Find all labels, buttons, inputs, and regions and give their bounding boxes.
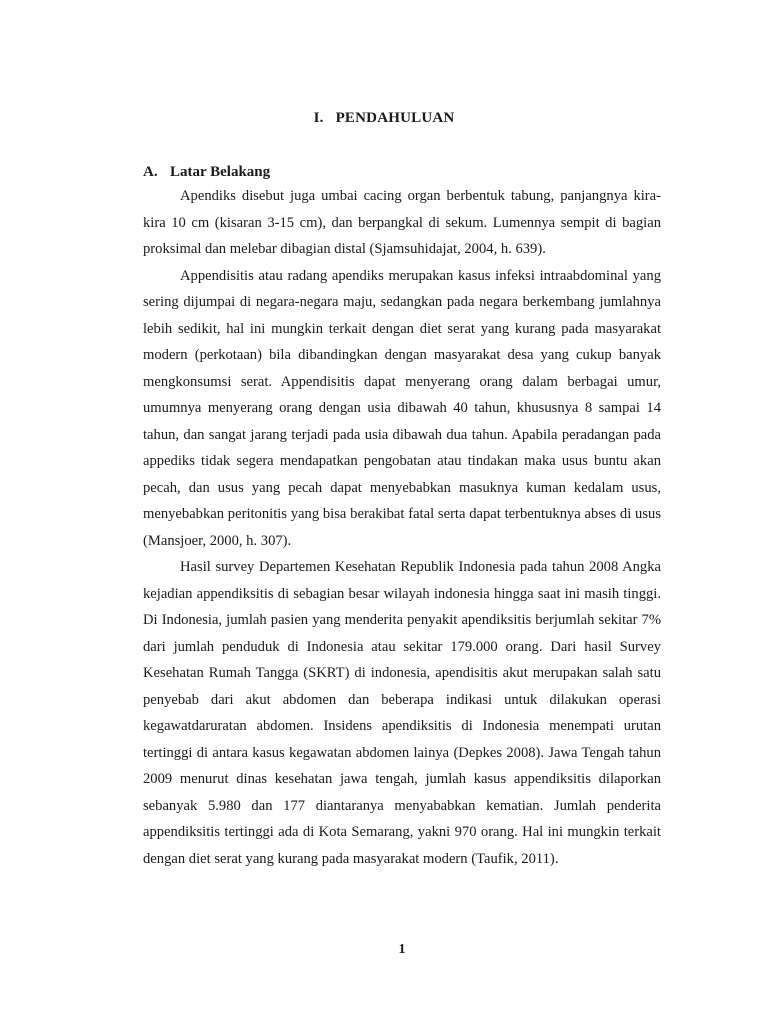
paragraph-apendiks-definition: Apendiks disebut juga umbai cacing organ berbentuk tabung, panjangnya kira-kira 10 cm (kisaran 3-15 cm), dan berpangkal di sekum. Lumennya sempit di bagian proksimal dan melebar dibagian distal (Sjamsuhidajat, 2004, h. 639). [143, 188, 661, 257]
chapter-number: I. [313, 110, 324, 126]
paragraph-survey-results: Hasil survey Departemen Kesehatan Republik Indonesia pada tahun 2008 Angka kejadian appendiksitis di sebagian besar wilayah indonesia hingga saat ini masih tinggi. Di Indonesia, jumlah pasien yang menderita penyakit apendiksitis berjumlah sekitar 7% dari jumlah penduduk di Indonesia atau sekitar 179.000 orang. Dari hasil Survey Kesehatan Rumah Tangga (SKRT) di indonesia, apendisitis akut merupakan salah satu penyebab dari akut abdomen dan beberapa indikasi untuk dilakukan operasi kegawatdaruratan abdomen. Insidens apendiksitis di Indonesia menempati urutan tertinggi di antara kasus kegawatan abdomen lainya (Depkes 2008). Jawa Tengah tahun 2009 menurut dinas kesehatan jawa tengah, jumlah kasus appendiksitis dilaporkan sebanyak 5.980 dan 177 diantaranya menyababkan kematian. Jumlah penderita appendiksitis tertinggi ada di Kota Semarang, yakni 970 orang. Hal ini mungkin terkait dengan diet serat yang kurang pada masyarakat modern (Taufik, 2011). [143, 559, 661, 867]
section-letter: A. [143, 164, 158, 180]
section-title-text: Latar Belakang [170, 164, 271, 180]
section-heading [143, 164, 270, 181]
chapter-title [0, 110, 768, 127]
page-number: 1 [398, 942, 406, 957]
paragraph-appendisitis-description: Appendisitis atau radang apendiks merupakan kasus infeksi intraabdominal yang sering dijumpai di negara-negara maju, sedangkan pada negara berkembang jumlahnya lebih sedikit, hal ini mungkin terkait dengan diet serat yang kurang pada masyarakat modern (perkotaan) bila dibandingkan dengan masyarakat desa yang cukup banyak mengkonsumsi serat. Appendisitis dapat menyerang orang dalam berbagai umur, umumnya menyerang orang dengan usia dibawah 40 tahun, khususnya 8 sampai 14 tahun, dan sangat jarang terjadi pada usia dibawah dua tahun. Apabila peradangan pada appediks tidak segera mendapatkan pengobatan atau tindakan maka usus buntu akan pecah, dan usus yang pecah dapat menyebabkan masuknya kuman kedalam usus, menyebabkan peritonitis yang bisa berakibat fatal serta dapat terbentuknya abses di usus (Mansjoer, 2000, h. 307). [143, 267, 661, 549]
chapter-title-text: PENDAHULUAN [335, 110, 455, 126]
body-text [143, 183, 661, 872]
